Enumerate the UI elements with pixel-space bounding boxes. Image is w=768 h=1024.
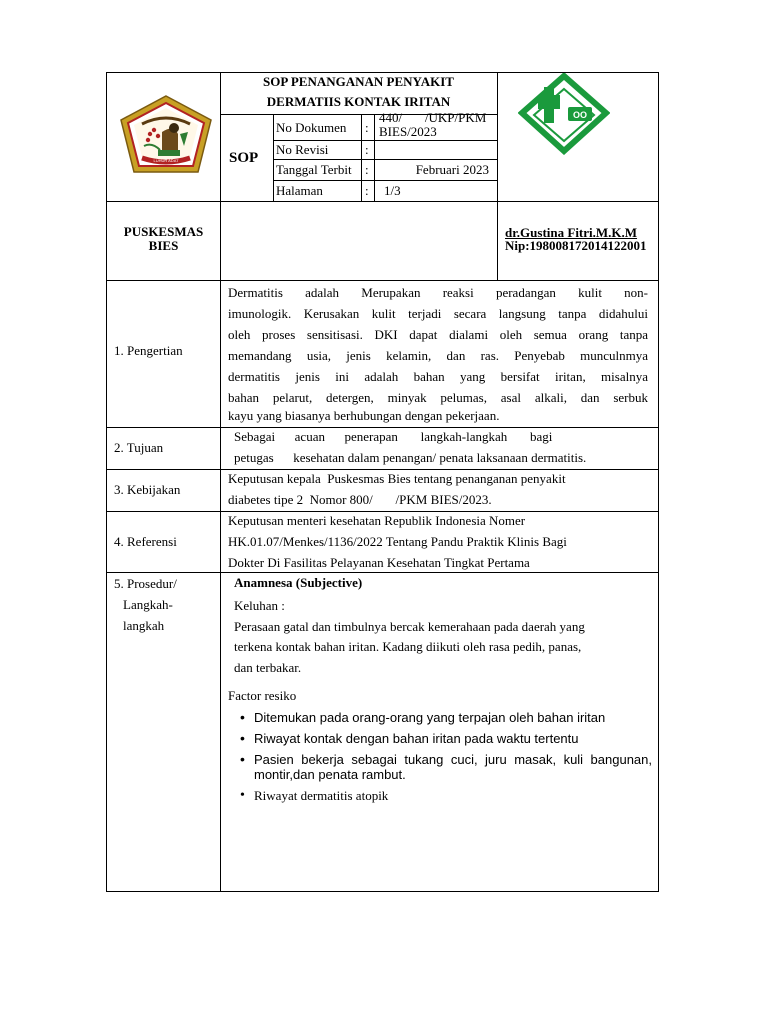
kebijakan-line2: diabetes tipe 2 Nomor 800/ /PKM BIES/2023. xyxy=(228,492,492,507)
field-sep: : xyxy=(365,162,369,177)
table-col-divider-right xyxy=(497,72,498,280)
pengertian-line: dermatitis jenis ini adalah bahan yang bersifat iritan, misalnya xyxy=(228,369,648,384)
keluhan-label: Keluhan : xyxy=(234,598,285,613)
table-col-divider xyxy=(220,72,221,892)
field-col-divider xyxy=(273,114,274,201)
pengertian-line: memandang usia, jenis kelamin, dan ras. Penyebab munculnmya xyxy=(228,348,648,363)
signer-name: dr.Gustina Fitri.M.K.M xyxy=(505,225,638,240)
keluhan-line: dan terbakar. xyxy=(234,660,302,675)
field-sep: : xyxy=(365,120,369,135)
kebijakan-line1: Keputusan kepala Puskesmas Bies tentang penanganan penyakit xyxy=(228,471,566,486)
row-divider xyxy=(106,201,659,202)
logo-caption: LUHUR ADAT xyxy=(153,158,179,163)
section-label-prosedur-line3: langkah xyxy=(123,618,165,633)
factor-resiko-title: Factor resiko xyxy=(228,688,297,703)
pengertian-line: imunologik. Kerusakan kulit terjadi secara langsung tanpa didahului xyxy=(228,306,648,321)
field-col-divider xyxy=(374,114,375,201)
field-value-no-dokumen-line2: BIES/2023 xyxy=(379,124,437,139)
anamnesa-heading: Anamnesa (Subjective) xyxy=(234,575,363,590)
pengertian-line: bahan pelarut, detergen, minyak pelumas, asal alkali, dan serbuk xyxy=(228,390,648,405)
section-label-tujuan: 2. Tujuan xyxy=(114,440,164,455)
field-value-halaman: 1/3 xyxy=(384,183,401,198)
pengertian-line: Dermatitis adalah Merupakan reaksi peradangan kulit non- xyxy=(228,285,648,300)
keluhan-line: Perasaan gatal dan timbulnya bercak kemerahaan pada daerah yang xyxy=(234,619,585,634)
risk-factor-list xyxy=(234,710,652,803)
tujuan-line2: petugas kesehatan dalam penangan/ penata laksanaan dermatitis. xyxy=(234,450,587,465)
doc-title-line1: SOP PENANGANAN PENYAKIT xyxy=(263,74,454,89)
signer-nip: Nip:198008172014122001 xyxy=(505,238,647,253)
risk-factor-item: • Pasien bekerja sebagai tukang cuci, juru masak, kuli bangunan, montir,dan penata rambut. xyxy=(234,752,652,782)
field-value-no-dokumen-line1: 440/ /UKP/PKM xyxy=(379,110,487,125)
risk-factor-item: • Riwayat kontak dengan bahan iritan pada waktu tertentu xyxy=(234,731,652,746)
field-sep: : xyxy=(365,142,369,157)
field-value-tanggal-terbit: Februari 2023 xyxy=(415,162,489,177)
table-border-left xyxy=(106,72,107,892)
doc-title-line2: DERMATIIS KONTAK IRITAN xyxy=(266,94,451,109)
row-divider xyxy=(106,280,659,281)
section-label-prosedur-line1: 5. Prosedur/ xyxy=(114,576,177,591)
field-label-no-revisi: No Revisi xyxy=(276,142,329,157)
pengertian-line: kayu yang biasanya berhubungan dengan pekerjaan. xyxy=(228,408,500,423)
risk-factor-item: • Riwayat dermatitis atopik xyxy=(234,788,652,803)
referensi-line: Keputusan menteri kesehatan Republik Indonesia Nomer xyxy=(228,513,526,528)
referensi-line: HK.01.07/Menkes/1136/2022 Tentang Pandu Praktik Klinis Bagi xyxy=(228,534,567,549)
referensi-line: Dokter Di Fasilitas Pelayanan Kesehatan Tingkat Pertama xyxy=(228,555,530,570)
puskesmas-name-line1: PUSKESMAS xyxy=(123,224,204,239)
field-col-divider xyxy=(361,114,362,201)
puskesmas-name-line2: BIES xyxy=(148,238,179,253)
pengertian-line: oleh proses sensitisasi. DKI dapat dialami oleh semua orang tanpa xyxy=(228,327,648,342)
field-label-no-dokumen: No Dokumen xyxy=(276,120,347,135)
section-label-kebijakan: 3. Kebijakan xyxy=(114,482,181,497)
table-border-right xyxy=(658,72,659,892)
table-border-bottom xyxy=(106,891,659,892)
risk-factor-item: • Ditemukan pada orang-orang yang terpajan oleh bahan iritan xyxy=(234,710,652,725)
field-label-tanggal-terbit: Tanggal Terbit xyxy=(276,162,352,177)
field-sep: : xyxy=(365,183,369,198)
puskesmas-logo xyxy=(518,73,610,155)
section-label-referensi: 4. Referensi xyxy=(114,534,177,549)
section-label-pengertian: 1. Pengertian xyxy=(114,343,183,358)
sop-label: SOP xyxy=(229,150,259,166)
section-label-prosedur-line2: Langkah- xyxy=(123,597,173,612)
keluhan-line: terkena kontak bahan iritan. Kadang diikuti oleh rasa pedih, panas, xyxy=(234,639,582,654)
tujuan-line1: Sebagai acuan penerapan langkah-langkah bagi xyxy=(234,429,553,444)
field-label-halaman: Halaman xyxy=(276,183,323,198)
regency-logo xyxy=(118,94,214,176)
logo-mark: OO xyxy=(572,110,588,120)
